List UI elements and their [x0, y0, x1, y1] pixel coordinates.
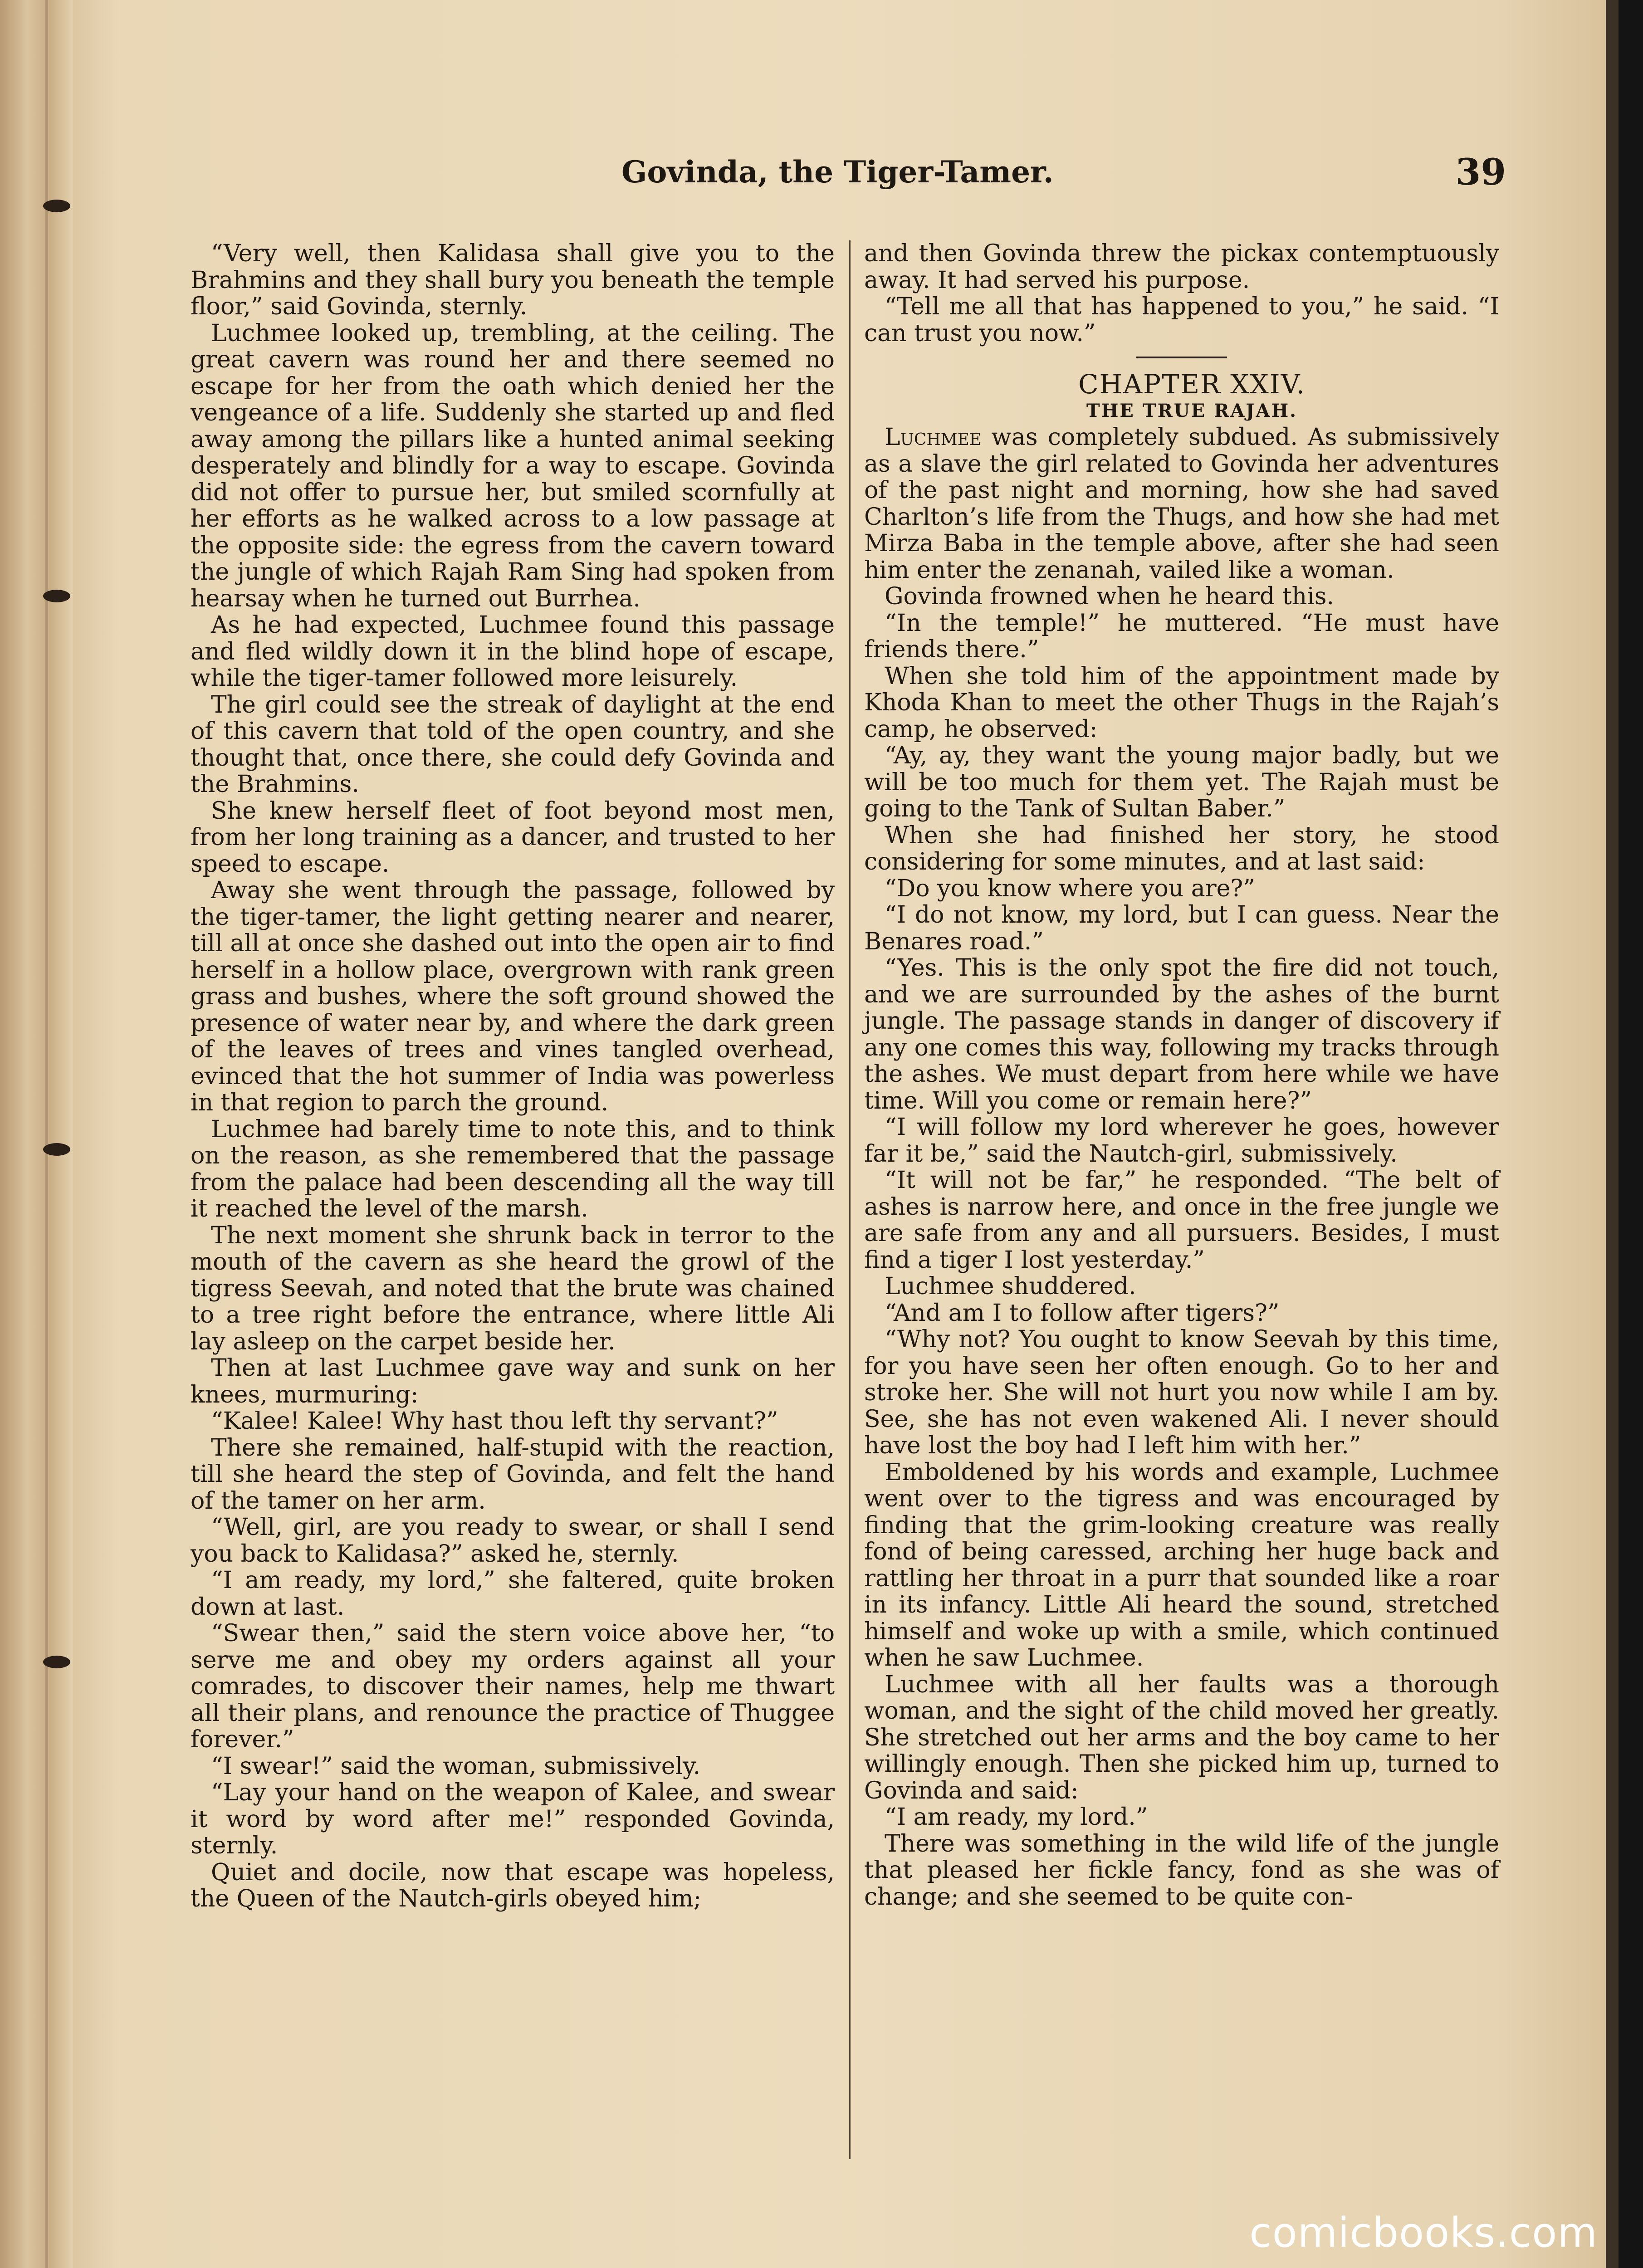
paragraph: When she had finished her story, he stood considering for some minutes, and at last said: — [864, 821, 1499, 875]
page-number: 39 — [1455, 151, 1506, 193]
paragraph: “Kalee! Kalee! Why hast thou left thy servant?” — [211, 1408, 778, 1435]
paragraph: When she told him of the appointment made by Khoda Khan to meet the other Thugs in the Rajah’s camp, he observed: — [864, 662, 1499, 743]
paragraph: “It will not be far,” he responded. “The belt of ashes is narrow here, and once in the free jungle we are safe from any and all pursuers. Besides, I must find a tiger I lost yesterday.” — [864, 1167, 1499, 1274]
paragraph: “I do not know, my lord, but I can guess. Near the Benares road.” — [864, 901, 1499, 955]
column-divider — [849, 240, 851, 2159]
section-rule — [1136, 357, 1227, 358]
lead-word: Luchmee — [885, 424, 982, 451]
paragraph: Govinda frowned when he heard this. — [885, 583, 1334, 610]
watermark-text: comicbooks.com — [1249, 2209, 1598, 2257]
paragraph: Then at last Luchmee gave way and sunk on her knees, murmuring: — [191, 1354, 835, 1408]
paragraph: “I will follow my lord wherever he goes, however far it be,” said the Nautch-girl, submissively. — [864, 1114, 1499, 1168]
paragraph: “Well, girl, are you ready to swear, or shall I send you back to Kalidasa?” asked he, sternly. — [191, 1514, 835, 1568]
left-column — [191, 240, 835, 1912]
paragraph: “I am ready, my lord.” — [885, 1804, 1148, 1831]
paragraph: There was something in the wild life of the jungle that pleased her fickle fancy, fond as she was of change; and she seemed to be quite con- — [864, 1830, 1499, 1911]
binding-fold — [45, 0, 48, 2268]
paragraph: “Ay, ay, they want the young major badly, but we will be too much for them yet. The Rajah must be going to the Tank of Sultan Baber.” — [864, 742, 1499, 822]
binding-stitch — [43, 590, 70, 602]
running-title: Govinda, the Tiger-Tamer. — [621, 154, 1054, 190]
paragraph: Emboldened by his words and example, Luchmee went over to the tigress and was encouraged by finding that the grim-looking creature was really fond of being caressed, arching her huge back and rattling her throat in a purr that sounded like a roar in its infancy. Little Ali heard the sound, stretched himself and woke up with a smile, which continued when he saw Luchmee. — [864, 1458, 1499, 1672]
paragraph: The next moment she shrunk back in terror to the mouth of the cavern as she heard the growl of the tigress Seevah, and noted that the brute was chained to a tree right before the entrance, where little Ali lay asleep on the carpet beside her. — [191, 1222, 835, 1355]
paragraph: Luchmee looked up, trembling, at the ceiling. The great cavern was round her and there seemed no escape for her from the oath which denied her the vengeance of a life. Suddenly she started up and fled away among the pillars like a hunted animal seeking desperately and blindly for a way to escape. Govinda did not offer to pursue her, but smiled scornfully at her efforts as he walked across to a low passage at the opposite side: the egress from the cavern toward the jungle of which Rajah Ram Sing had spoken from hearsay when he turned out Burrhea. — [191, 319, 835, 612]
paragraph: Luchmee with all her faults was a thorough woman, and the sight of the child moved her greatly. She stretched out her arms and the boy came to her willingly enough. Then she picked him up, turned to Govinda and said: — [864, 1671, 1499, 1804]
paragraph: The girl could see the streak of daylight at the end of this cavern that told of the open country, and she thought that, once there, she could defy Govinda and the Brahmins. — [191, 691, 835, 798]
paragraph: There she remained, half-stupid with the reaction, till she heard the step of Govinda, and felt the hand of the tamer on her arm. — [191, 1434, 835, 1515]
page-spine — [0, 0, 73, 2268]
paragraph: Luchmee shuddered. — [885, 1273, 1136, 1300]
paragraph: Quiet and docile, now that escape was hopeless, the Queen of the Nautch-girls obeyed him; — [191, 1858, 835, 1912]
chapter-first-paragraph — [864, 424, 1499, 583]
paragraph: “I am ready, my lord,” she faltered, quite broken down at last. — [191, 1567, 835, 1621]
paragraph: “And am I to follow after tigers?” — [885, 1299, 1280, 1327]
paragraph: “Very well, then Kalidasa shall give you to the Brahmins and they shall bury you beneath the temple floor,” said Govinda, sternly. — [191, 240, 835, 320]
paragraph: “I swear!” said the woman, submissively. — [211, 1752, 701, 1780]
right-column — [864, 240, 1499, 1910]
chapter-title: CHAPTER XXIV. — [1078, 369, 1306, 400]
paragraph: She knew herself fleet of foot beyond most men, from her long training as a dancer, and trusted to her speed to escape. — [191, 797, 835, 878]
binding-stitch — [43, 1656, 70, 1668]
paragraph: “Yes. This is the only spot the fire did not touch, and we are surrounded by the ashes of the burnt jungle. The passage stands in danger of discovery if any one comes this way, following my tracks through the ashes. We must depart from here while we have time. Will you come or remain here?” — [864, 954, 1499, 1114]
chapter-subtitle: THE TRUE RAJAH. — [1086, 400, 1298, 421]
running-header — [191, 151, 1506, 204]
paragraph: “In the temple!” he muttered. “He must have friends there.” — [864, 609, 1499, 663]
paragraph: As he had expected, Luchmee found this passage and fled wildly down it in the blind hope of escape, while the tiger-tamer followed more leisurely. — [191, 611, 835, 692]
paragraph: “Swear then,” said the stern voice above her, “to serve me and obey my orders against all your comrades, to discover their names, help me thwart all their plans, and renounce the practice of Thuggee forever.” — [191, 1620, 835, 1753]
paragraph-text: was completely subdued. As submissively as a slave the girl related to Govinda her adventures of the past night and morning, how she had saved Charlton’s life from the Thugs, and how she had met Mirza Baba in the temple above, after she had seen him enter the zenanah, vailed like a woman. — [864, 424, 1499, 584]
paragraph: and then Govinda threw the pickax contemptuously away. It had served his purpose. — [864, 240, 1499, 294]
binding-stitch — [43, 200, 70, 212]
paragraph: “Lay your hand on the weapon of Kalee, and swear it word by word after me!” responded Govinda, sternly. — [191, 1779, 835, 1859]
paragraph: “Do you know where you are?” — [885, 875, 1255, 902]
binding-stitch — [43, 1143, 70, 1156]
paragraph: “Why not? You ought to know Seevah by this time, for you have seen her often enough. Go to her and stroke her. She will not hurt you now while I am by. See, she has not even wakened Ali. I never should have lost the boy had I left him with her.” — [864, 1326, 1499, 1459]
paragraph: Away she went through the passage, followed by the tiger-tamer, the light getting nearer and nearer, till all at once she dashed out into the open air to find herself in a hollow place, overgrown with rank green grass and bushes, where the soft ground showed the presence of water near by, and where the dark green of the leaves of trees and vines tangled overhead, evinced that the hot summer of India was powerless in that region to parch the ground. — [191, 877, 835, 1116]
scan-edge — [1606, 0, 1643, 2268]
paragraph: Luchmee had barely time to note this, and to think on the reason, as she remembered that the passage from the palace had been descending all the way till it reached the level of the marsh. — [191, 1115, 835, 1222]
paragraph: “Tell me all that has happened to you,” he said. “I can trust you now.” — [864, 293, 1499, 347]
